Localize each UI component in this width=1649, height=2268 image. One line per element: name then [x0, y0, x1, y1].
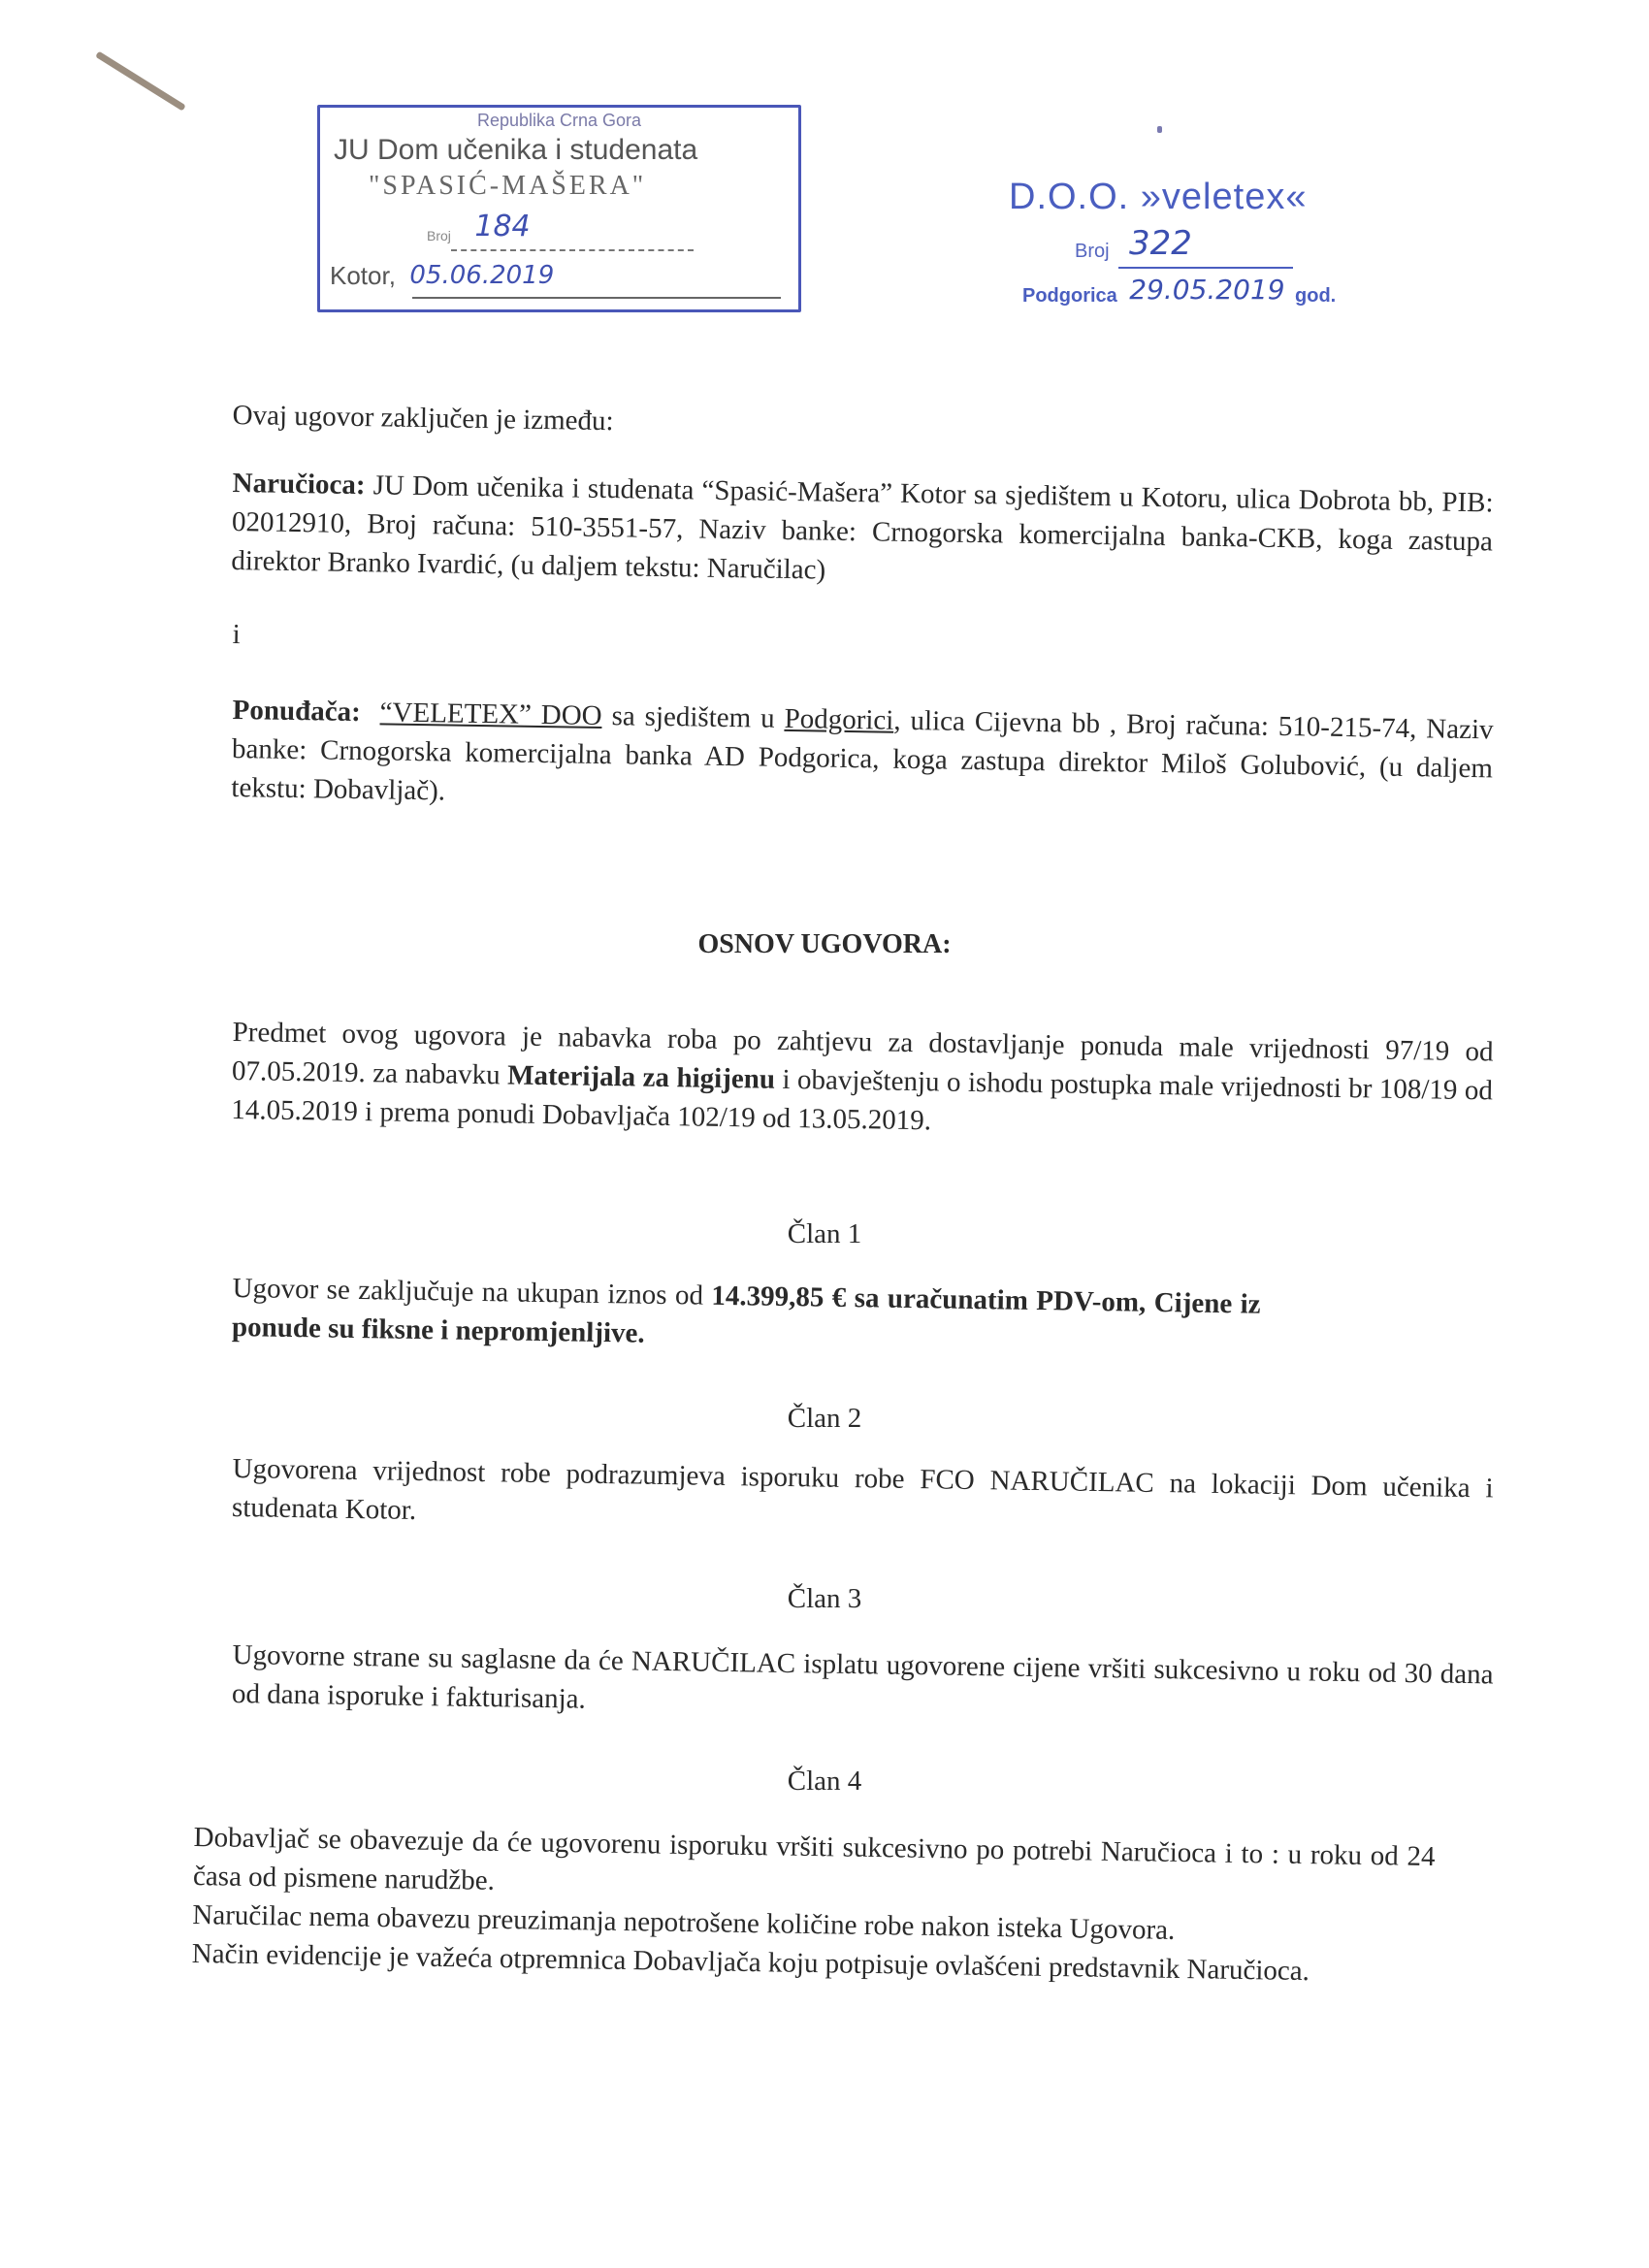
staple-mark: [95, 51, 186, 112]
article-4-text: [191, 1818, 1435, 1993]
article-4-line-1: Dobavljač se obavezuje da će ugovorenu isporuku vršiti sukcesivno po potrebi Naručioca i to : u roku od 24 časa od pismene narudžbe.: [192, 1821, 1436, 1896]
intro-line: Ovaj ugovor zaključen je između:: [232, 399, 614, 437]
article-4-title: Član 4: [787, 1766, 862, 1797]
party-supplier-city: Podgorici: [784, 702, 894, 736]
party-client-details: JU Dom učenika i studenata “Spasić-Mašera” Kotor sa sjedištem u Kotoru, ulica Dobrota bb, PIB: 02012910, Broj računa: 510-3551-57, Naziv banke: Crnogorska komercijalna banka-CKB, koga zastupa direktor Branko Ivardić, (u daljem tekstu: Naručilac): [231, 470, 1494, 586]
conjunction: [232, 615, 1493, 673]
basis-text-a: Predmet ovog ugovora je nabavka roba po zahtjevu za dostavljanje ponuda male vrijednosti 97/19 od 07.05.2019. za nabavku: [231, 1016, 1494, 1091]
company-year-suffix: god.: [1295, 285, 1337, 307]
article-2-text: [232, 1449, 1494, 1546]
conjunction-text: i: [232, 618, 241, 651]
stamp-number-row: [427, 209, 531, 247]
intro-text: [232, 396, 1493, 454]
party-supplier-label: Ponuđača:: [232, 694, 362, 729]
company-date-row: [1022, 272, 1336, 312]
party-client-label: Naručioca:: [232, 467, 366, 502]
stamp-date-value: 05.06.2019: [409, 261, 555, 290]
company-stamp-veletex: [1009, 175, 1416, 320]
article-4-line-2: Naručilac nema obavezu preuzimanja nepotrošene količine robe nakon isteka Ugovora.: [192, 1898, 1176, 1946]
company-number-value: 322: [1129, 224, 1192, 263]
basis-text-b: i obavještenju o ishodu postupka male vrijednosti br 108/19 od 14.05.2019 i prema ponudi Dobavljača 102/19 od 13.05.2019.: [231, 1063, 1494, 1137]
article-2-body: Ugovorena vrijednost robe podrazumjeva isporuku robe FCO NARUČILAC na lokaciji Dom učenika i studenata Kotor.: [231, 1452, 1494, 1526]
basis-text: [231, 1013, 1494, 1149]
stamp-institution: JU Dom učenika i studenata: [334, 134, 698, 166]
registration-stamp-kotor: [317, 105, 801, 312]
stamp-date-line: [412, 297, 781, 299]
article-1-text-a: Ugovor se zaključuje na ukupan iznos od: [232, 1272, 704, 1312]
company-number-row: [1075, 223, 1192, 266]
company-number-line: [1118, 267, 1293, 269]
stamp-country: Republika Crna Gora: [476, 111, 642, 130]
party-supplier: [231, 691, 1494, 826]
company-date-value: 29.05.2019: [1129, 274, 1285, 306]
article-1-text: [232, 1269, 1261, 1363]
ink-dot: [1157, 126, 1162, 133]
company-number-label: Broj: [1075, 241, 1110, 262]
article-4-line-3: Način evidencije je važeća otpremnica Dobavljača koju potpisuje ovlašćeni predstavnik Naručioca.: [191, 1937, 1310, 1988]
article-3-text: [232, 1636, 1494, 1733]
article-1-title: Član 1: [787, 1218, 862, 1249]
stamp-place-label: Kotor,: [330, 261, 396, 290]
stamp-date-row: [330, 259, 554, 294]
party-client: [231, 464, 1494, 599]
stamp-institution-name: "SPASIĆ-MAŠERA": [369, 171, 647, 201]
section-heading-basis: OSNOV UGOVORA:: [697, 929, 952, 959]
stamp-number-line: [451, 249, 694, 251]
party-supplier-text-b: , ulica Cijevna bb , Broj računa: 510-215-74, Naziv banke: Crnogorska komercijalna banka AD Podgorica, koga zastupa direktor Miloš Golubović, (u daljem tekstu: Dobavljač).: [231, 704, 1494, 807]
article-3-body: Ugovorne strane su saglasne da će NARUČILAC isplatu ugovorene cijene vršiti sukcesivno u roku od 30 dana od dana isporuke i fakturisanja.: [231, 1638, 1494, 1715]
company-name: D.O.O. »veletex«: [1009, 177, 1308, 217]
basis-subject: Materijala za higijenu: [506, 1059, 776, 1095]
company-place-label: Podgorica: [1022, 285, 1117, 307]
party-supplier-text-a: sa sjedištem u: [611, 700, 775, 734]
article-2-title: Član 2: [787, 1403, 862, 1434]
party-supplier-name: “VELETEX” DOO: [379, 697, 602, 731]
article-1-amount: 14.399,85 € sa uračunatim PDV-om, Cijene iz ponude su fiksne i nepromjenljive.: [231, 1280, 1261, 1349]
stamp-number-value: 184: [474, 210, 531, 243]
stamp-number-label: Broj: [427, 228, 451, 243]
article-3-title: Član 3: [787, 1583, 862, 1614]
